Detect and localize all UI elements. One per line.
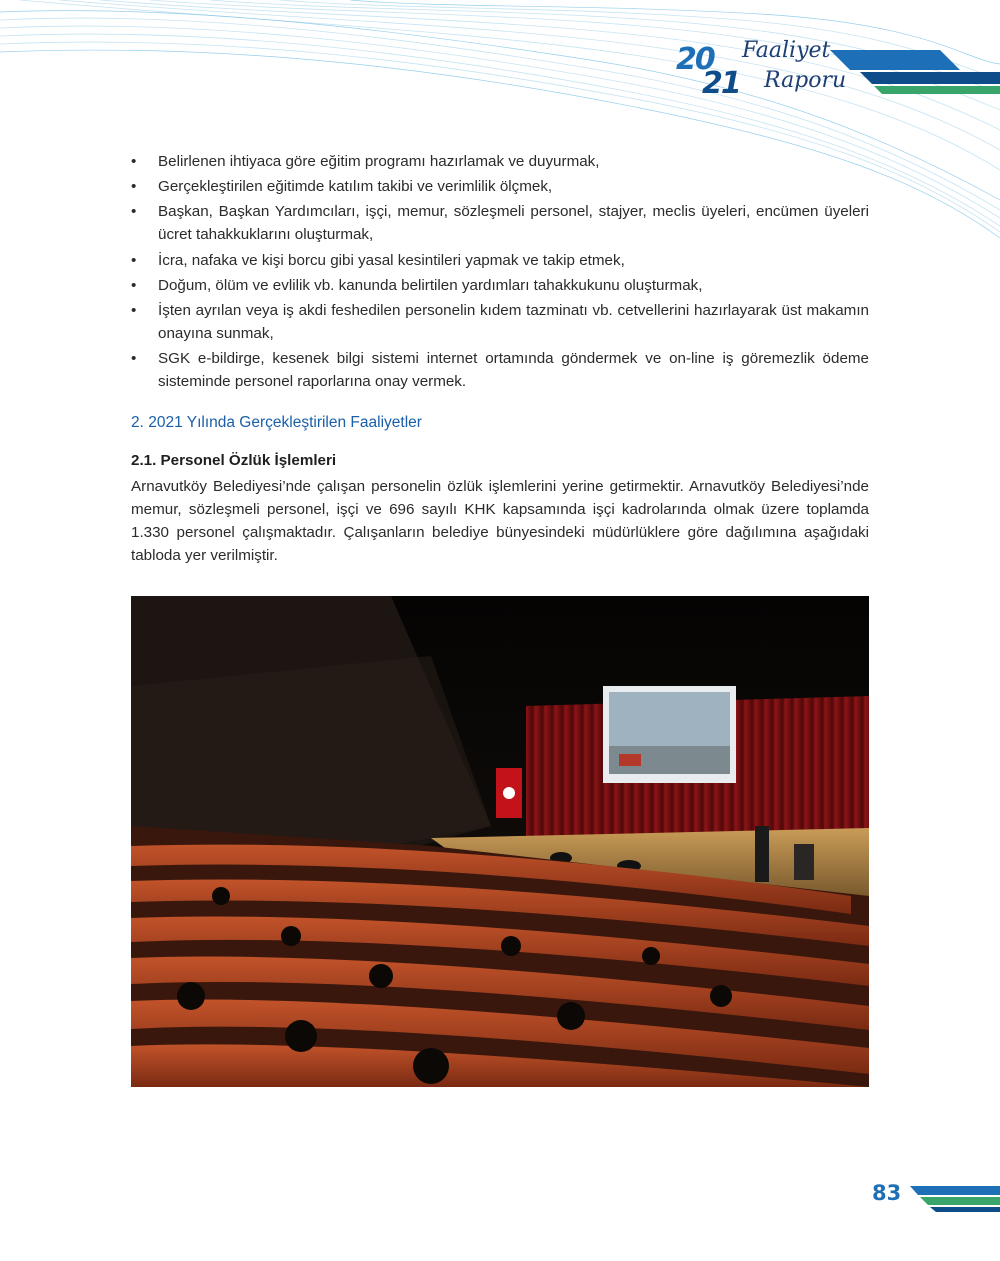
bullet-item: [131, 150, 869, 173]
auditorium-photo: [131, 596, 869, 1087]
bullet-text: SGK e-bildirge, kesenek bilgi sistemi internet ortamında göndermek ve on-line iş göremezlik ödeme sisteminde personel raporlarına onay vermek.: [158, 350, 869, 391]
bullet-text: Başkan, Başkan Yardımcıları, işçi, memur, sözleşmeli personel, stajyer, meclis üyeleri, encümen üyeleri ücret tahakkuklarını oluşturmak,: [158, 203, 869, 244]
content-area: [131, 150, 869, 395]
bullet-item: [131, 200, 869, 246]
bullet-dot: •: [131, 203, 137, 221]
bullet-text: İşten ayrılan veya iş akdi feshedilen personelin kıdem tazminatı vb. cetvellerini hazırlayarak üst makamın onayına sunmak,: [158, 301, 869, 342]
logo-script-top: Faaliyet: [742, 38, 831, 63]
bullet-dot: •: [131, 350, 137, 368]
bullet-item: [131, 274, 869, 297]
bullet-dot: •: [131, 251, 137, 269]
bullet-dot: •: [131, 276, 137, 294]
page-number: 83: [872, 1181, 902, 1205]
subsection-heading: 2.1. Personel Özlük İşlemleri: [131, 452, 337, 469]
bullet-item: [131, 347, 869, 393]
bullet-text: İcra, nafaka ve kişi borcu gibi yasal kesintileri yapmak ve takip etmek,: [158, 251, 625, 269]
bullet-dot: •: [131, 178, 137, 196]
section-heading: 2. 2021 Yılında Gerçekleştirilen Faaliyetler: [131, 414, 422, 431]
logo-year-top: 20: [676, 42, 714, 77]
body-paragraph: Arnavutköy Belediyesi’nde çalışan personelin özlük işlemlerini yerine getirmektir. Arnavutköy Belediyesi’nde memur, sözleşmeli personel, işçi ve 696 sayılı KHK kapsamında işçi kadrolarında olmak üzere toplamda 1.330 personel çalışmaktadır. Çalışanların belediye bünyesindeki müdürlüklere göre dağılımına aşağıdaki tabloda yer verilmiştir.: [131, 478, 869, 564]
bullet-item: [131, 249, 869, 272]
bullet-text: Belirlenen ihtiyaca göre eğitim programı hazırlamak ve duyurmak,: [158, 153, 600, 170]
bullet-item: [131, 299, 869, 345]
footer-stripe-decoration: [910, 1186, 1000, 1212]
bullet-item: [131, 175, 869, 198]
duty-bullet-list: [131, 150, 869, 393]
logo-year-bottom: 21: [702, 66, 740, 101]
bullet-text: Doğum, ölüm ve evlilik vb. kanunda belirtilen yardımları tahakkukunu oluşturmak,: [158, 276, 703, 294]
report-logo: [672, 36, 872, 106]
bullet-text: Gerçekleştirilen eğitimde katılım takibi ve verimlilik ölçmek,: [158, 178, 553, 196]
bullet-dot: •: [131, 301, 137, 319]
logo-script-bottom: Raporu: [764, 68, 847, 93]
bullet-dot: •: [131, 153, 137, 170]
